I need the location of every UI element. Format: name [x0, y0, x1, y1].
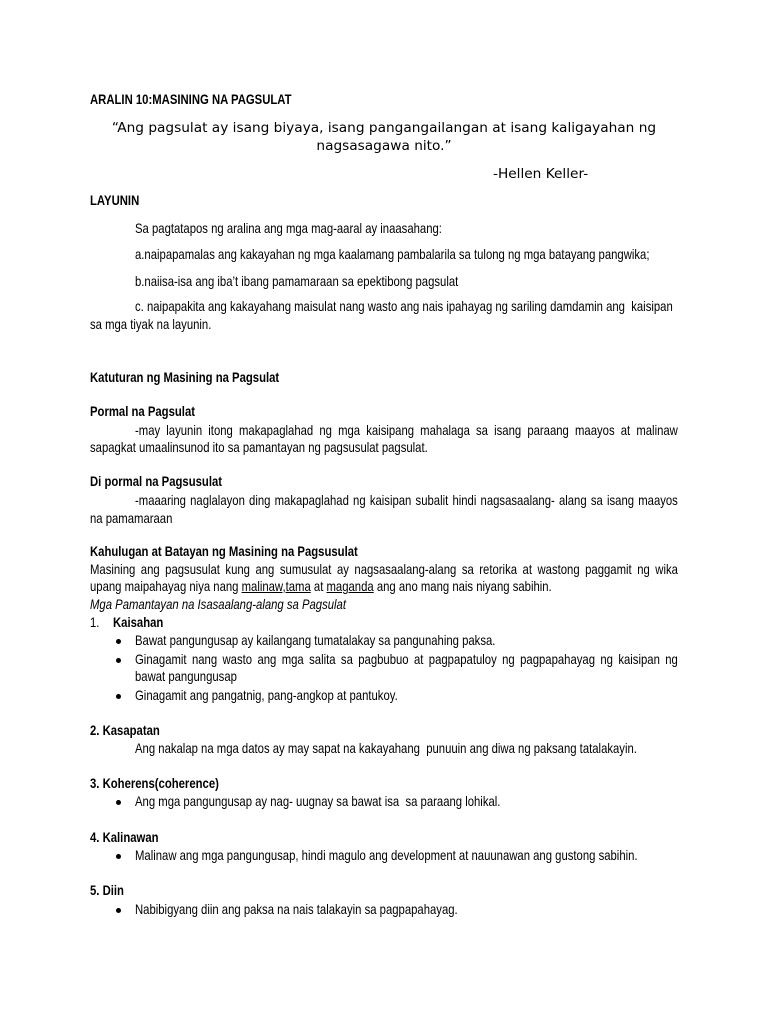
- standard-3-bullet-1: Ang mga pangungusap ay nag- uugnay sa bawat isa sa paraang lohikal.: [135, 794, 501, 809]
- informal-writing-line-2: na pamamaraan: [90, 511, 173, 526]
- meaning-line-2: [90, 578, 552, 596]
- standard-1-bullet-1: Bawat pangungusap ay kailangang tumatalakay sa pangunahing paksa.: [135, 633, 496, 648]
- standard-1-bullet-3: Ginagamit ang pangatnig, pang-angkop at pantukoy.: [135, 688, 398, 703]
- standard-4-title: 4. Kalinawan: [90, 830, 159, 845]
- meaning-text-before: upang maipahayag niya nang: [90, 579, 242, 594]
- standard-2-title: 2. Kasapatan: [90, 723, 160, 738]
- objective-item-c-line-2: sa mga tiyak na layunin.: [90, 317, 212, 332]
- objectives-heading: LAYUNIN: [90, 193, 140, 208]
- meaning-line-1: Masining ang pagsusulat kung ang sumusulat ay nagsasaalang-alang sa retorika at wastong paggamit ng wika: [90, 562, 678, 577]
- informal-writing-line-1: -maaaring naglalayon ding makapaglahad ng kaisipan subalit hindi nagsasaalang- alang sa isang maayos: [135, 493, 678, 508]
- meaning-heading: Kahulugan at Batayan ng Masining na Pagsusulat: [90, 544, 358, 559]
- standard-2-text: Ang nakalap na mga datos ay may sapat na kakayahang punuuin ang diwa ng paksang tatalakayin.: [135, 741, 637, 756]
- quote-line-2: nagsasagawa nito.”: [316, 138, 452, 154]
- objectives-intro: Sa pagtatapos ng aralina ang mga mag-aaral ay inaasahang:: [135, 221, 442, 236]
- underlined-phrase-2: maganda: [326, 579, 374, 594]
- lesson-title: ARALIN 10:MASINING NA PAGSULAT: [90, 92, 292, 107]
- standard-1-bullet-2-line-2: bawat pangungusap: [135, 669, 237, 684]
- objective-item-a: a.naipapamalas ang kakayahan ng mga kaalamang pambalarila sa tulong ng mga batayang pangwika;: [135, 247, 650, 262]
- underlined-phrase-1: malinaw,tama: [241, 579, 311, 594]
- bullet-icon: [116, 908, 121, 913]
- definition-heading: Katuturan ng Masining na Pagsulat: [90, 370, 280, 385]
- formal-writing-line-1: -may layunin itong makapaglahad ng mga kaisipang mahalaga sa isang paraang maayos at malinaw: [135, 423, 678, 438]
- meaning-text-after: ang ano mang nais niyang sabihin.: [373, 579, 552, 594]
- quote-line-1: “Ang pagsulat ay isang biyaya, isang pangangailangan at isang kaligayahan ng: [111, 120, 657, 136]
- standard-1-bullet-2-line-1: Ginagamit nang wasto ang mga salita sa pagbubuo at pagpapatuloy ng pagpapahayag ng kaisipan ng: [135, 652, 678, 667]
- standards-heading: Mga Pamantayan na Isasaalang-alang sa Pagsulat: [90, 597, 346, 612]
- standard-4-bullet-1: Malinaw ang mga pangungusap, hindi magulo ang development at nauunawan ang gustong sabihin.: [135, 848, 638, 863]
- formal-writing-heading: Pormal na Pagsulat: [90, 404, 195, 419]
- standard-5-title: 5. Diin: [90, 883, 124, 898]
- bullet-icon: [116, 854, 121, 859]
- objective-item-b: b.naiisa-isa ang iba’t ibang pamamaraan sa epektibong pagsulat: [135, 274, 459, 289]
- standard-3-title: 3. Koherens(coherence): [90, 776, 219, 791]
- standard-1-title: Kaisahan: [113, 615, 164, 630]
- standard-1-number: 1.: [90, 615, 100, 630]
- meaning-text-middle: at: [310, 579, 327, 594]
- bullet-icon: [116, 658, 121, 663]
- formal-writing-line-2: sapagkat umaalinsunod ito sa pamantayan ng pagsusulat pagsulat.: [90, 440, 428, 455]
- bullet-icon: [116, 800, 121, 805]
- objective-item-c-line-1: c. naipapakita ang kakayahang maisulat nang wasto ang nais ipahayag ng sariling damdamin ang kaisipan: [135, 299, 673, 314]
- informal-writing-heading: Di pormal na Pagsusulat: [90, 474, 223, 489]
- bullet-icon: [116, 639, 121, 644]
- quote-author: -Hellen Keller-: [493, 166, 589, 182]
- standard-5-bullet-1: Nabibigyang diin ang paksa na nais talakayin sa pagpapahayag.: [135, 902, 458, 917]
- bullet-icon: [116, 694, 121, 699]
